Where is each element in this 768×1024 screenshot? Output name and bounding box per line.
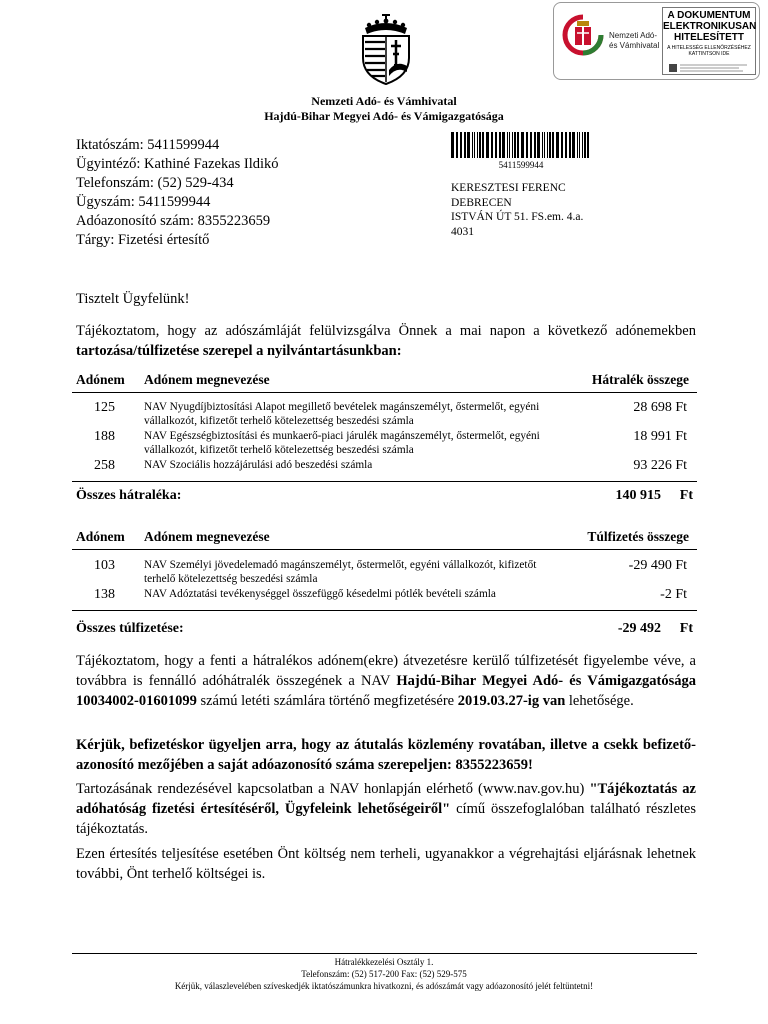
row-amount: -2 Ft <box>660 587 687 602</box>
badge-verify-link[interactable] <box>663 45 755 57</box>
table-row <box>72 587 697 607</box>
payment-paragraph <box>76 651 696 711</box>
badge-verify-line2: KATTINTSON IDE <box>688 51 730 57</box>
debt-total-unit: Ft <box>679 488 693 503</box>
table-row <box>72 400 697 429</box>
info-text-1: Tartozásának rendezésével kapcsolatban a NAV honlapján elérhető (www.nav.gov.hu) <box>76 781 585 797</box>
badge-fine-print-icon <box>669 63 749 73</box>
footer-department: Hátralékkezelési Osztály 1. <box>334 957 434 967</box>
debt-table-header <box>72 372 697 390</box>
row-code: 125 <box>94 400 115 415</box>
case-number: Ügyszám: 5411599944 <box>76 194 211 210</box>
badge-org-name <box>609 31 659 51</box>
over-col-code: Adónem <box>76 529 125 544</box>
footer-instructions: Kérjük, válaszlevelében szíveskedjék iktatószámunkra hivatkozni, és adószámát vagy adóazonosító jelét feltüntetni! <box>174 981 594 991</box>
footer-contact: Telefonszám: (52) 517-200 Fax: (52) 529-575 <box>301 969 467 979</box>
debt-table <box>72 372 697 508</box>
issuer-org: Nemzeti Adó- és Vámhivatal <box>311 94 457 108</box>
info-paragraph <box>76 779 696 839</box>
debt-col-amount: Hátralék összege <box>591 372 689 387</box>
payment-text-1: Tájékoztatom, hogy a fenti a hátralékos adónem(ekre) átvezetésre kerülő túlfizetését figyelembe véve, a továbbra is fennálló adóhátralék összegének a NAV <box>76 653 696 689</box>
row-code: 188 <box>94 429 115 444</box>
payment-reference-notice: Kérjük, befizetéskor ügyeljen arra, hogy az átutalás közlemény rovatában, illetve a csekk befizető-azonosító mezőjében a saját adóazonosító száma szerepeljen: 8355223659! <box>76 737 696 773</box>
row-name: NAV Egészségbiztosítási és munkaerő-piaci járulék magánszemélyt, őstermelőt, egyéni vállalkozót, kifizetőt terhelő kötelezettség beszedési számla <box>144 430 540 456</box>
debt-total-value: 140 915 <box>615 488 661 503</box>
row-amount: -29 490 Ft <box>628 558 687 573</box>
intro-paragraph <box>76 321 696 361</box>
over-header-rule <box>72 549 697 550</box>
badge-org-line2: és Vámhivatal <box>609 41 660 50</box>
over-total-unit: Ft <box>679 621 693 636</box>
over-table-header <box>72 529 697 547</box>
payment-deadline: 2019.03.27-ig van <box>457 693 566 709</box>
authenticated-document-badge[interactable] <box>553 2 760 80</box>
badge-verify-line1: A HITELESSÉG ELLENŐRZÉSÉHEZ <box>667 45 751 51</box>
over-total-value: -29 492 <box>617 621 661 636</box>
case-details <box>76 136 279 250</box>
row-name: NAV Adóztatási tevékenységgel összefüggő késedelmi pótlék bevételi számla <box>144 588 496 600</box>
case-officer: Ügyintéző: Kathiné Fazekas Ildikó <box>76 156 279 172</box>
badge-title-line3: HITELESÍTETT <box>674 32 744 43</box>
over-total-label: Összes túlfizetése: <box>76 621 184 636</box>
badge-title-line1: A DOKUMENTUM <box>667 10 751 21</box>
badge-title-line2: ELEKTRONIKUSAN <box>663 21 757 32</box>
case-reference-number: Iktatószám: 5411599944 <box>76 137 220 153</box>
issuer-header <box>0 94 768 124</box>
recipient-postcode: 4031 <box>451 225 474 238</box>
row-name: NAV Szociális hozzájárulási adó beszedési számla <box>144 459 373 471</box>
payment-text-2: számú letéti számlára történő megfizetésére <box>200 693 455 709</box>
cost-notice: Ezen értesítés teljesítése esetében Önt költség nem terheli, ugyanakkor a végrehajtási eljárásnak lehetnek további, Önt terhelő költségei is. <box>76 846 696 882</box>
overpayment-table <box>72 529 697 641</box>
payment-account: Hajdú-Bihar Megyei Adó- és Vámigazgatósága 10034002-01601099 <box>76 673 696 709</box>
over-col-name: Adónem megnevezése <box>144 529 270 544</box>
issuer-dept: Hajdú-Bihar Megyei Adó- és Vámigazgatósága <box>264 109 504 123</box>
footer-rule <box>72 953 697 954</box>
hungarian-coat-of-arms-icon <box>355 14 417 86</box>
nav-logo-icon <box>560 11 606 71</box>
over-total-rule <box>72 610 697 611</box>
table-row <box>72 429 697 458</box>
debt-total-label: Összes hátraléka: <box>76 488 182 503</box>
intro-text: Tájékoztatom, hogy az adószámláját felülvizsgálva Önnek a mai napon a következő adónemekben <box>76 323 696 339</box>
row-code: 103 <box>94 558 115 573</box>
recipient-name: KERESZTESI FERENC <box>451 182 566 194</box>
intro-bold-text: tartozása/túlfizetése szerepel a nyilvántartásunkban: <box>76 343 402 359</box>
recipient-city: DEBRECEN <box>451 196 512 209</box>
debt-total-rule <box>72 481 697 482</box>
row-name: NAV Nyugdíjbiztosítási Alapot megillető bevételek magánszemélyt, őstermelőt, egyéni vállalkozót, kifizetőt terhelő kötelezettség beszedési számla <box>144 401 540 427</box>
payment-text-3: lehetősége. <box>568 693 634 709</box>
badge-title-box <box>662 7 756 75</box>
info-document-title: "Tájékoztatás az adóhatóság fizetési értesítéséről, Ügyfeleink lehetőségeiről" <box>76 781 696 817</box>
recipient-street: ISTVÁN ÚT 51. FS.em. 4.a. <box>451 211 584 223</box>
case-phone: Telefonszám: (52) 529-434 <box>76 175 234 191</box>
badge-org-line1: Nemzeti Adó- <box>609 31 658 40</box>
row-amount: 28 698 Ft <box>633 400 687 415</box>
barcode-icon <box>451 132 591 158</box>
info-text-2: című összefoglalóban található részletes tájékoztatás. <box>76 801 697 837</box>
table-row <box>72 458 697 478</box>
footer <box>0 956 768 992</box>
tax-id: Adóazonosító szám: 8355223659 <box>76 213 271 229</box>
subject: Tárgy: Fizetési értesítő <box>76 232 210 248</box>
row-code: 258 <box>94 458 115 473</box>
row-name: NAV Személyi jövedelemadó magánszemélyt, őstermelőt, egyéni vállalkozót, kifizetőt terhelő kötelezettség beszedési számla <box>144 559 537 585</box>
over-total-row <box>72 621 697 641</box>
debt-col-code: Adónem <box>76 372 125 387</box>
debt-col-name: Adónem megnevezése <box>144 372 270 387</box>
recipient-address <box>451 181 583 239</box>
row-amount: 93 226 Ft <box>633 458 687 473</box>
table-row <box>72 558 697 587</box>
row-amount: 18 991 Ft <box>633 429 687 444</box>
barcode-number: 5411599944 <box>498 160 544 170</box>
greeting: Tisztelt Ügyfelünk! <box>76 291 190 307</box>
debt-header-rule <box>72 392 697 393</box>
row-code: 138 <box>94 587 115 602</box>
badge-title <box>663 10 755 43</box>
over-col-amount: Túlfizetés összege <box>587 529 689 544</box>
debt-total-row <box>72 488 697 508</box>
